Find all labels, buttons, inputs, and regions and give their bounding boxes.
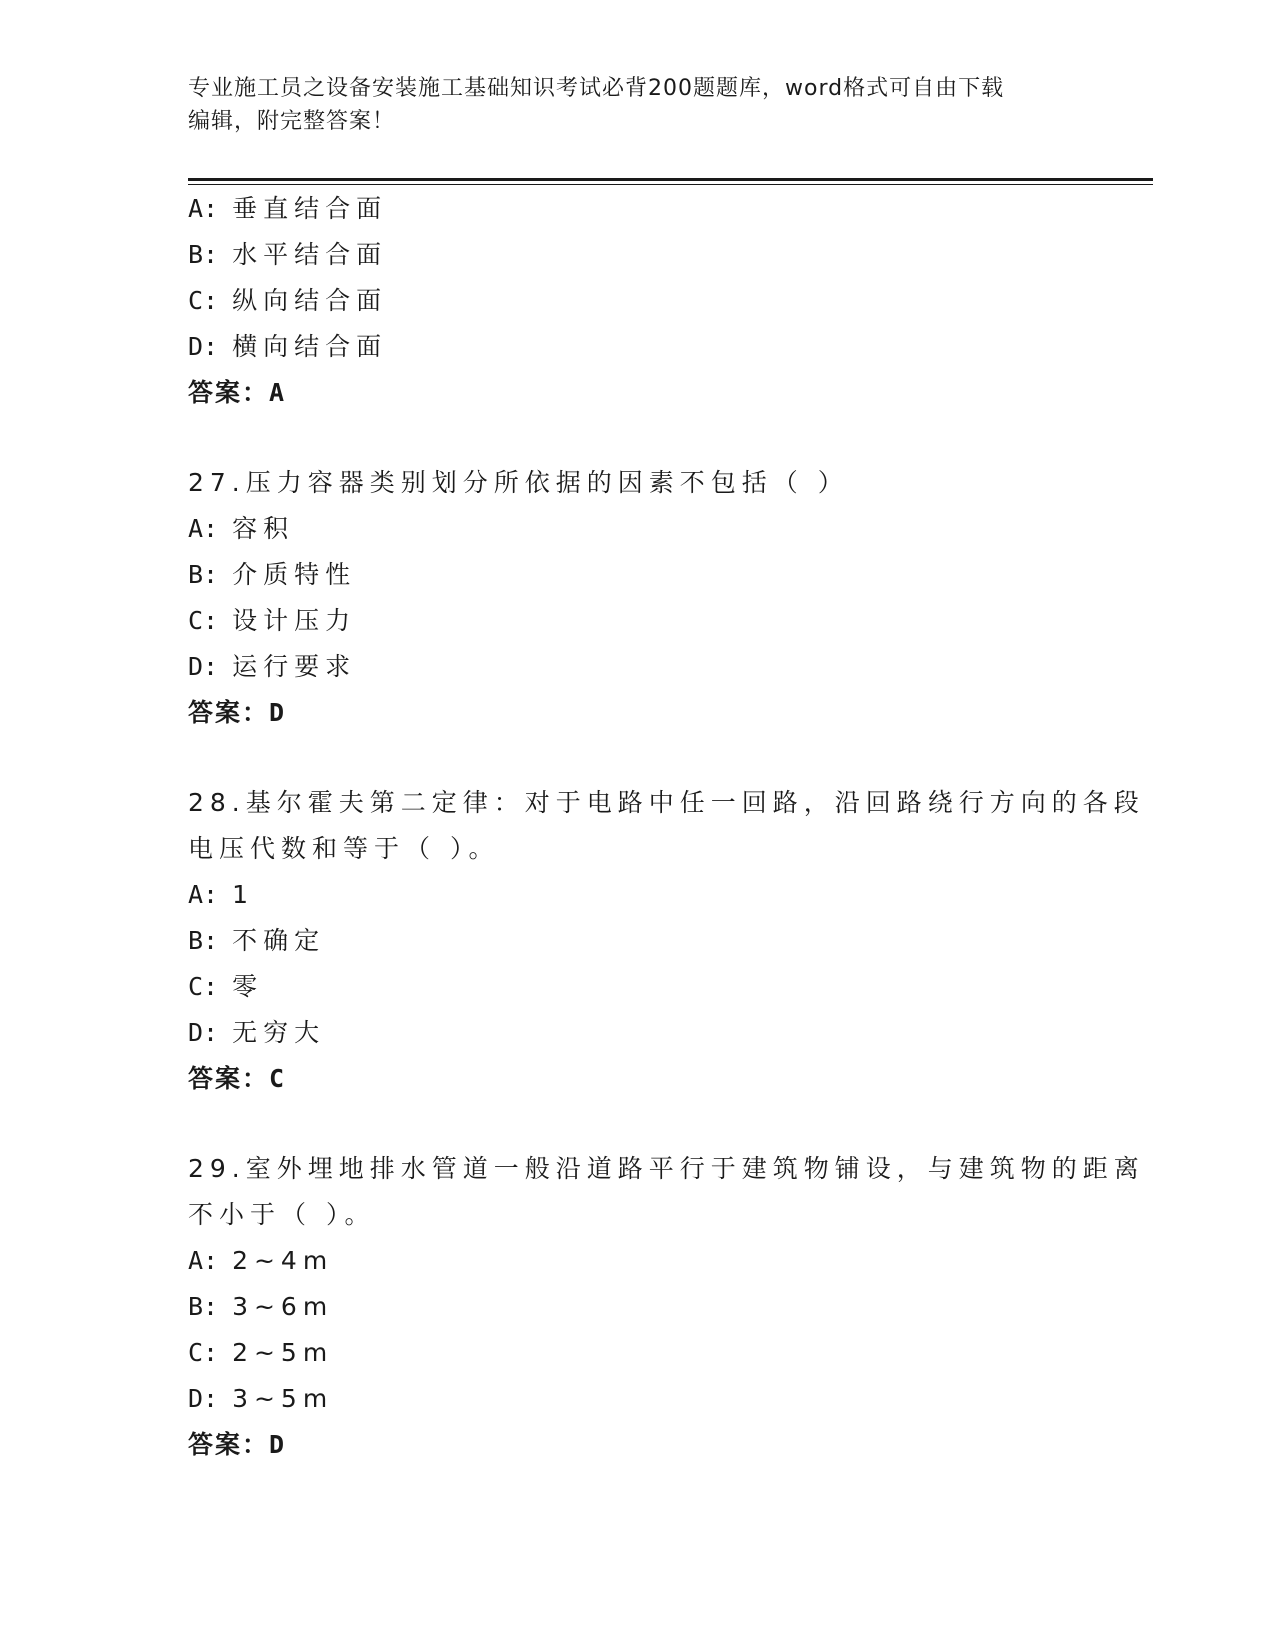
option-c	[188, 598, 1088, 644]
option-a	[188, 186, 1088, 232]
option-letter: A:	[188, 514, 219, 543]
question-stem-line-1: 29.室外埋地排水管道一般沿道路平行于建筑物铺设，与建筑物的距离	[188, 1154, 1145, 1183]
option-text: 水平结合面	[232, 240, 388, 269]
option-d	[188, 1376, 1088, 1422]
option-letter: A:	[188, 1246, 219, 1275]
option-text: 2~5m	[232, 1338, 334, 1367]
option-letter: C:	[188, 972, 219, 1001]
option-text: 2~4m	[232, 1246, 334, 1275]
answer-line: 答案：D	[188, 698, 287, 727]
option-letter: D:	[188, 1384, 219, 1413]
option-a	[188, 872, 1088, 918]
option-letter: D:	[188, 652, 219, 681]
answer-line: 答案：A	[188, 378, 287, 407]
option-text: 设计压力	[232, 606, 357, 635]
question-stem-line-1: 28.基尔霍夫第二定律：对于电路中任一回路，沿回路绕行方向的各段	[188, 788, 1145, 817]
option-text: 3~6m	[232, 1292, 334, 1321]
option-letter: B:	[188, 1292, 219, 1321]
option-letter: B:	[188, 926, 219, 955]
question-stem-line-2: 不小于（ ）。	[188, 1200, 376, 1229]
answer-line: 答案：D	[188, 1430, 287, 1459]
question-stem: 27.压力容器类别划分所依据的因素不包括（ ）	[188, 468, 849, 497]
option-text: 纵向结合面	[232, 286, 388, 315]
option-letter: A:	[188, 194, 219, 223]
option-text: 垂直结合面	[232, 194, 388, 223]
option-text: 1	[232, 880, 254, 909]
option-text: 容积	[232, 514, 295, 543]
option-text: 3~5m	[232, 1384, 334, 1413]
option-c	[188, 1330, 1088, 1376]
option-letter: C:	[188, 1338, 219, 1367]
option-letter: D:	[188, 332, 219, 361]
option-text: 介质特性	[232, 560, 357, 589]
option-d	[188, 1010, 1088, 1056]
option-text: 不确定	[232, 926, 326, 955]
option-letter: C:	[188, 286, 219, 315]
header-divider-thick	[188, 178, 1153, 181]
option-b	[188, 232, 1088, 278]
question-partial	[188, 186, 1088, 416]
option-letter: D:	[188, 1018, 219, 1047]
option-d	[188, 644, 1088, 690]
option-text: 横向结合面	[232, 332, 388, 361]
option-c	[188, 278, 1088, 324]
question-list	[188, 186, 1145, 1468]
option-b	[188, 1284, 1088, 1330]
option-letter: B:	[188, 560, 219, 589]
option-text: 运行要求	[232, 652, 357, 681]
question-29	[188, 1146, 1145, 1468]
option-c	[188, 964, 1088, 1010]
answer-line: 答案：C	[188, 1064, 287, 1093]
header-line-1: 专业施工员之设备安装施工基础知识考试必背200题题库，word格式可自由下载	[188, 76, 1005, 101]
document-header	[188, 72, 1088, 138]
option-letter: A:	[188, 880, 219, 909]
option-letter: C:	[188, 606, 219, 635]
option-d	[188, 324, 1088, 370]
header-line-2: 编辑，附完整答案！	[188, 109, 396, 134]
option-a	[188, 1238, 1088, 1284]
option-letter: B:	[188, 240, 219, 269]
option-b	[188, 552, 1088, 598]
option-text: 零	[232, 972, 264, 1001]
header-divider-thin	[188, 184, 1153, 185]
option-a	[188, 506, 1088, 552]
question-27	[188, 460, 1088, 736]
question-28	[188, 780, 1145, 1102]
question-stem-line-2: 电压代数和等于（ ）。	[188, 834, 500, 863]
option-text: 无穷大	[232, 1018, 326, 1047]
option-b	[188, 918, 1088, 964]
